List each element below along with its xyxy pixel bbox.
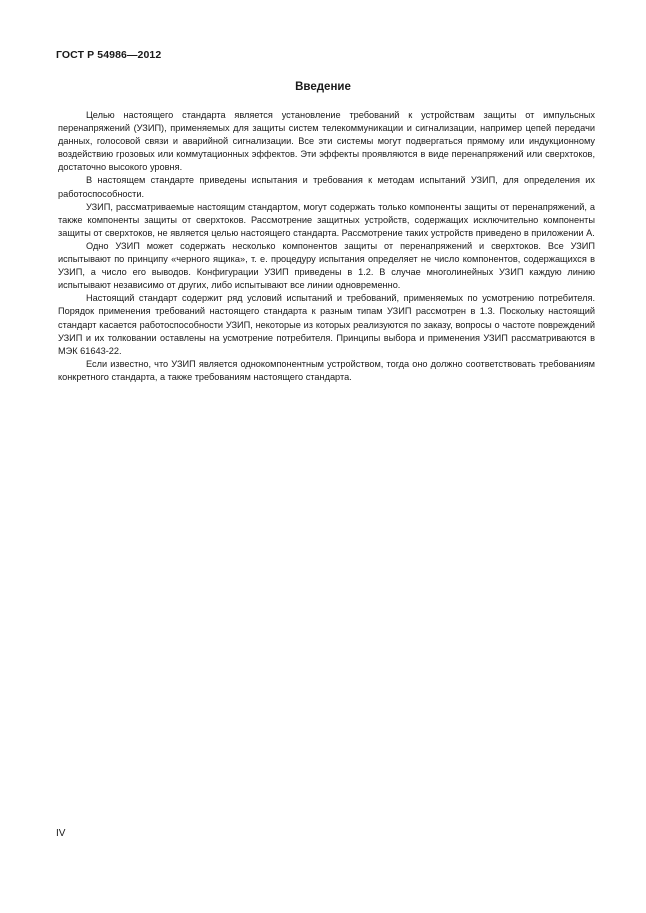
section-title: Введение xyxy=(295,81,351,93)
paragraph-single-component: Если известно, что УЗИП является однокомпонентным устройством, тогда оно должно соответствовать требованиям конкретного стандарта, а также требованиям настоящего стандарта. xyxy=(58,358,595,382)
paragraph-conditions: Настоящий стандарт содержит ряд условий испытаний и требований, применяемых по усмотрению потребителя. Порядок применения требований настоящего стандарта к разным типам УЗИП рассмотрен в 1.3. Поскольку настоящий стандарт касается работоспособности УЗИП, некоторые из которых реализуются по заказу, вопросы о частоте повреждений УЗИП и их толковании оставлены на усмотрение потребителя. Принципы выбора и применения УЗИП рассматриваются в МЭК 61643-22. xyxy=(58,293,595,356)
paragraph-components: УЗИП, рассматриваемые настоящим стандартом, могут содержать только компоненты защиты от перенапряжений, а также компоненты защиты от сверхтоков. Рассмотрение защитных устройств, содержащих исключительно компоненты защиты от сверхтоков, не является целью настоящего стандарта. Рассмотрение таких устройств приведено в приложении А. xyxy=(58,201,595,238)
paragraph-purpose: Целью настоящего стандарта является установление требований к устройствам защиты от импульсных перенапряжений (УЗИП), применяемых для защиты систем телекоммуникации и сигнализации, например цепей передачи данных, голосовой связи и аварийной сигнализации. Все эти системы могут подвергаться прямому или индукционному воздействию грозовых или коммутационных эффектов. Эти эффекты проявляются в виде перенапряжений или сверхтоков, достаточно высокого уровня. xyxy=(58,110,595,173)
paragraph-black-box: Одно УЗИП может содержать несколько компонентов защиты от перенапряжений и сверхтоков. Все УЗИП испытывают по принципу «черного ящика», т. е. процедуру испытания определяет не число компонентов, содержащихся в УЗИП, а число его выводов. Конфигурации УЗИП приведены в 1.2. В случае многолинейных УЗИП каждую линию испытывают независимо от других, либо испытывают все линии одновременно. xyxy=(58,240,595,291)
body-text xyxy=(58,109,595,384)
paragraph-tests: В настоящем стандарте приведены испытания и требования к методам испытаний УЗИП, для определения их работоспособности. xyxy=(58,175,595,199)
page-number: IV xyxy=(56,828,66,839)
standard-code-header: ГОСТ Р 54986—2012 xyxy=(56,49,162,61)
